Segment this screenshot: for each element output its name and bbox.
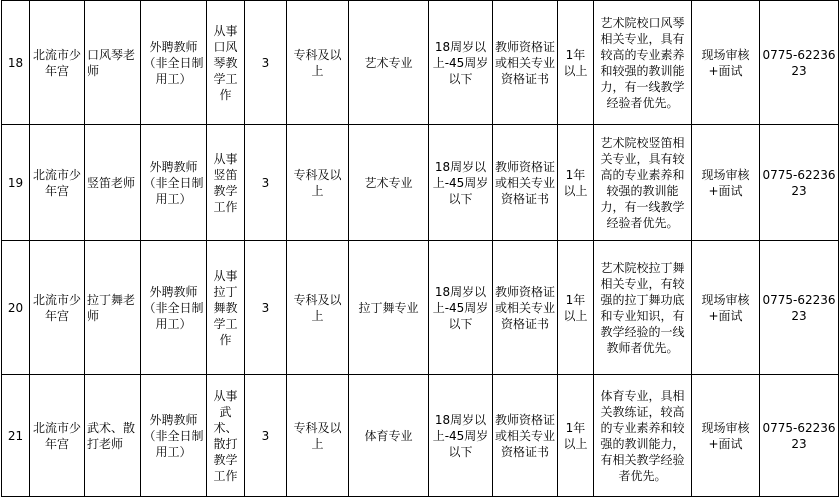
contact-phone: 0775-6223623 <box>760 241 839 375</box>
other-requirement: 体育专业，具相关教练证，较高的专业素养和较强的教训能力，有相关教学经验者优先。 <box>594 375 692 497</box>
hiring-count: 3 <box>245 1 287 125</box>
employment-type: 外聘教师（非全日制用工） <box>141 1 207 125</box>
hiring-count: 3 <box>245 375 287 497</box>
other-requirement: 艺术院校口风琴相关专业，具有较高的专业素养和较强的教训能力，有一线教学经验者优先。 <box>594 1 692 125</box>
table-row <box>2 1 839 125</box>
recruitment-table <box>1 0 839 497</box>
major-requirement: 拉丁舞专业 <box>349 241 429 375</box>
row-number: 21 <box>2 375 30 497</box>
row-number: 18 <box>2 1 30 125</box>
age-requirement: 18周岁以上-45周岁以下 <box>429 1 493 125</box>
selection-method: 现场审核+面试 <box>692 375 760 497</box>
table-row <box>2 241 839 375</box>
employer-unit: 北流市少年宫 <box>30 1 85 125</box>
employment-type: 外聘教师（非全日制用工） <box>141 375 207 497</box>
employer-unit: 北流市少年宫 <box>30 125 85 241</box>
selection-method: 现场审核+面试 <box>692 241 760 375</box>
experience-requirement: 1年以上 <box>558 125 594 241</box>
job-duty: 从事竖笛教学工作 <box>207 125 245 241</box>
education-requirement: 专科及以上 <box>287 241 349 375</box>
hiring-count: 3 <box>245 125 287 241</box>
position-name: 武术、散打老师 <box>85 375 141 497</box>
position-name: 竖笛老师 <box>85 125 141 241</box>
contact-phone: 0775-6223623 <box>760 125 839 241</box>
certificate-requirement: 教师资格证或相关专业资格证书 <box>493 375 558 497</box>
major-requirement: 艺术专业 <box>349 1 429 125</box>
employment-type: 外聘教师（非全日制用工） <box>141 125 207 241</box>
experience-requirement: 1年以上 <box>558 375 594 497</box>
age-requirement: 18周岁以上-45周岁以下 <box>429 241 493 375</box>
certificate-requirement: 教师资格证或相关专业资格证书 <box>493 1 558 125</box>
selection-method: 现场审核+面试 <box>692 125 760 241</box>
position-name: 口风琴老师 <box>85 1 141 125</box>
job-duty: 从事武术、散打教学工作 <box>207 375 245 497</box>
row-number: 20 <box>2 241 30 375</box>
other-requirement: 艺术院校拉丁舞相关专业，有较强的拉丁舞功底和专业知识，有教学经验的一线教师者优先。 <box>594 241 692 375</box>
experience-requirement: 1年以上 <box>558 1 594 125</box>
other-requirement: 艺术院校竖笛相关专业，具有较高的专业素养和较强的教训能力，有一线教学经验者优先。 <box>594 125 692 241</box>
age-requirement: 18周岁以上-45周岁以下 <box>429 375 493 497</box>
job-duty: 从事口风琴教学工作 <box>207 1 245 125</box>
position-name: 拉丁舞老师 <box>85 241 141 375</box>
hiring-count: 3 <box>245 241 287 375</box>
table-row <box>2 375 839 497</box>
certificate-requirement: 教师资格证或相关专业资格证书 <box>493 241 558 375</box>
major-requirement: 体育专业 <box>349 375 429 497</box>
education-requirement: 专科及以上 <box>287 375 349 497</box>
education-requirement: 专科及以上 <box>287 125 349 241</box>
contact-phone: 0775-6223623 <box>760 375 839 497</box>
table-row <box>2 125 839 241</box>
age-requirement: 18周岁以上-45周岁以下 <box>429 125 493 241</box>
job-duty: 从事拉丁舞教学工作 <box>207 241 245 375</box>
selection-method: 现场审核+面试 <box>692 1 760 125</box>
employment-type: 外聘教师（非全日制用工） <box>141 241 207 375</box>
education-requirement: 专科及以上 <box>287 1 349 125</box>
major-requirement: 艺术专业 <box>349 125 429 241</box>
employer-unit: 北流市少年宫 <box>30 375 85 497</box>
employer-unit: 北流市少年宫 <box>30 241 85 375</box>
row-number: 19 <box>2 125 30 241</box>
certificate-requirement: 教师资格证或相关专业资格证书 <box>493 125 558 241</box>
experience-requirement: 1年以上 <box>558 241 594 375</box>
contact-phone: 0775-6223623 <box>760 1 839 125</box>
